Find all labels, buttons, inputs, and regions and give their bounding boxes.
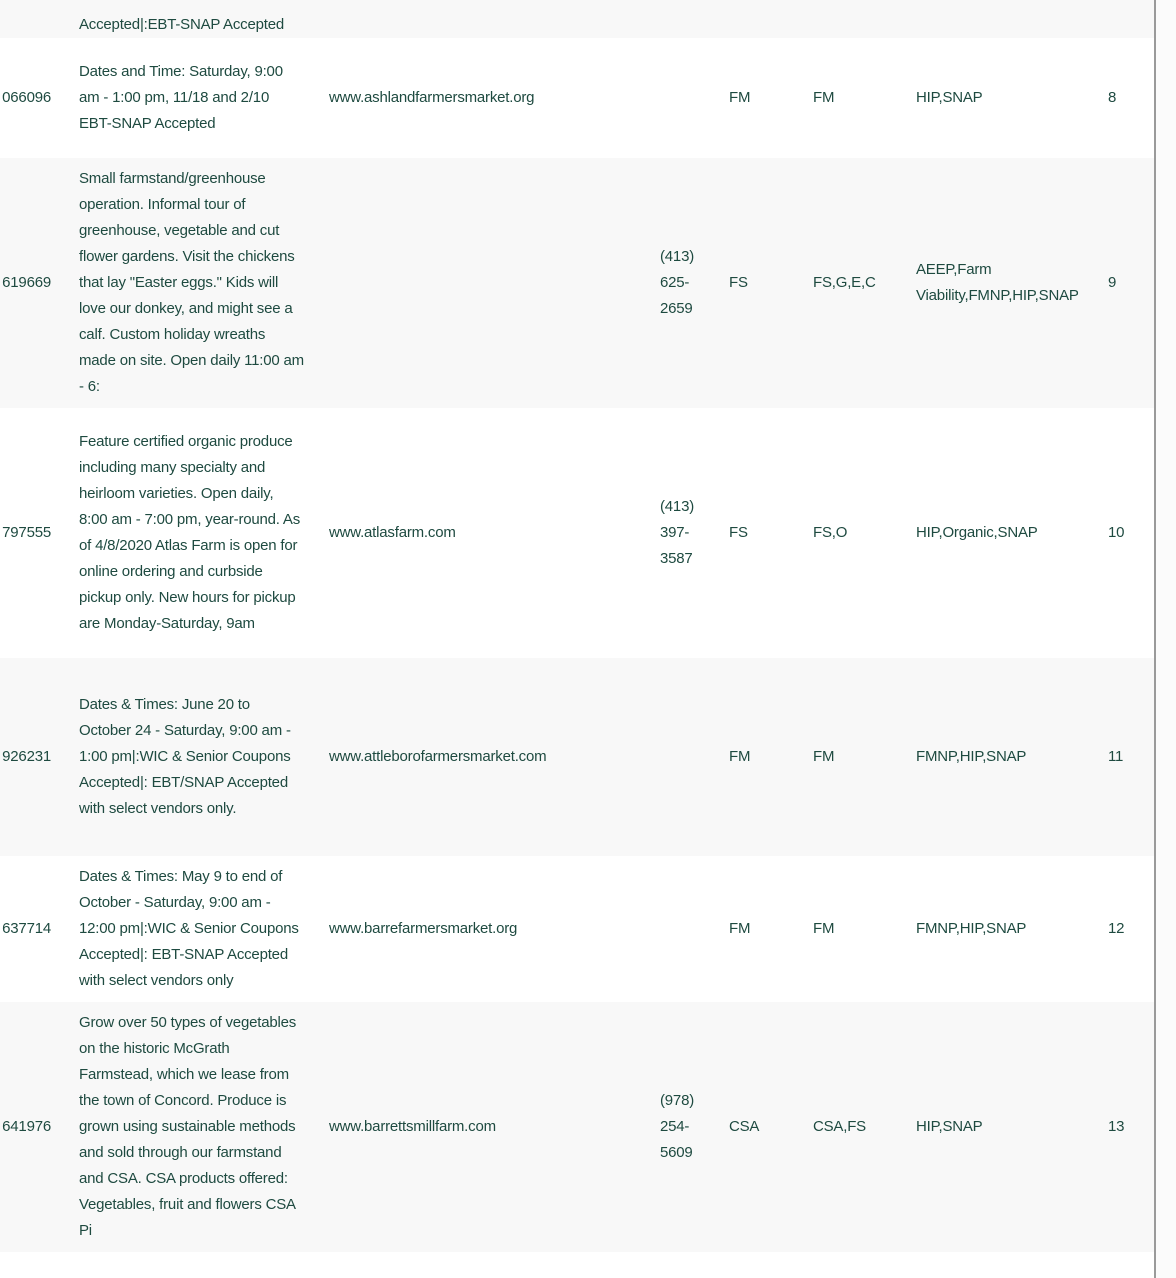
description-text: Grow over 50 types of vegetables on the historic McGrath Farmstead, which we lease from the town of Concord. Produce is grown using sustainable methods and sold through our farmstand and CSA. CSA products offered: Vegetables, fruit and flowers CSA Pi [79, 1014, 297, 1239]
id-cell: 797555 [0, 408, 79, 658]
number-cell: 8 [1108, 38, 1154, 158]
table-row [0, 658, 1154, 856]
description-text: Small farmstand/greenhouse operation. Informal tour of greenhouse, vegetable and cut flower gardens. Visit the chickens that lay "Easter eggs." Kids will love our donkey, and might see a calf. Custom holiday wreaths made on site. Open daily 11:00 am - 6: [79, 170, 304, 395]
table-row [0, 856, 1154, 1002]
website-link[interactable]: www.attleborofarmersmarket.com [329, 658, 660, 856]
id-cell: 926231 [0, 658, 79, 856]
table-row [0, 158, 1154, 408]
website-link[interactable]: www.barrettsmillfarm.com [329, 1002, 660, 1252]
programs-cell: AEEP,Farm Viability,FMNP,HIP,SNAP [916, 158, 1108, 408]
types-cell: FS,O [813, 408, 916, 658]
table-row [0, 38, 1154, 158]
type-cell: FM [729, 856, 813, 1002]
website-link[interactable]: www.ashlandfarmersmarket.org [329, 38, 660, 158]
description-text: Dates & Times: May 9 to end of October - Saturday, 9:00 am - 12:00 pm|:WIC & Senior Coupons Accepted|: EBT-SNAP Accepted with select vendors only [79, 868, 299, 989]
description-text: Dates & Times: June 20 to October 24 - Saturday, 9:00 am - 1:00 pm|:WIC & Senior Coupons Accepted|: EBT/SNAP Accepted with select vendors only. [79, 696, 291, 817]
description-text: Accepted|:EBT-SNAP Accepted [79, 16, 285, 33]
id-cell: 637714 [0, 856, 79, 1002]
website-link[interactable]: www.barrefarmersmarket.org [329, 856, 660, 1002]
programs-cell: FMNP,HIP,SNAP [916, 856, 1108, 1002]
number-cell: 13 [1108, 1002, 1154, 1252]
types-cell: FM [813, 856, 916, 1002]
id-cell: 641976 [0, 1002, 79, 1252]
website-link[interactable] [329, 158, 660, 408]
table-row-empty [0, 1252, 1154, 1278]
table-row [0, 1002, 1154, 1252]
website-link[interactable]: www.atlasfarm.com [329, 408, 660, 658]
types-cell: FM [813, 658, 916, 856]
description-text: Dates and Time: Saturday, 9:00 am - 1:00 pm, 11/18 and 2/10 EBT-SNAP Accepted [79, 63, 283, 132]
programs-cell: FMNP,HIP,SNAP [916, 658, 1108, 856]
phone-cell: (413) 397-3587 [660, 408, 729, 658]
id-cell [0, 0, 79, 38]
types-cell: FS,G,E,C [813, 158, 916, 408]
description-cell [79, 1002, 329, 1252]
type-cell: FM [729, 38, 813, 158]
number-cell: 9 [1108, 158, 1154, 408]
type-cell: FS [729, 408, 813, 658]
table-row [0, 0, 1154, 38]
description-cell [79, 38, 329, 158]
programs-cell: HIP,Organic,SNAP [916, 408, 1108, 658]
description-cell [79, 158, 329, 408]
types-cell: CSA,FS [813, 1002, 916, 1252]
number-cell: 12 [1108, 856, 1154, 1002]
description-cell [79, 856, 329, 1002]
description-cell [79, 0, 329, 38]
table-row [0, 408, 1154, 658]
number-cell: 10 [1108, 408, 1154, 658]
programs-cell: HIP,SNAP [916, 1002, 1108, 1252]
types-cell: FM [813, 38, 916, 158]
phone-cell [660, 856, 729, 1002]
description-cell [79, 658, 329, 856]
type-cell: FM [729, 658, 813, 856]
phone-cell [660, 38, 729, 158]
type-cell: CSA [729, 1002, 813, 1252]
description-text: Feature certified organic produce including many specialty and heirloom varieties. Open daily, 8:00 am - 7:00 pm, year-round. As of 4/8/2020 Atlas Farm is open for online ordering and curbside pickup only. New hours for pickup are Monday-Saturday, 9am [79, 433, 301, 632]
id-cell: 619669 [0, 158, 79, 408]
type-cell: FS [729, 158, 813, 408]
phone-cell: (413) 625-2659 [660, 158, 729, 408]
phone-cell: (978) 254-5609 [660, 1002, 729, 1252]
description-cell [79, 408, 329, 658]
vertical-scrollbar[interactable] [1154, 0, 1176, 1278]
phone-cell [660, 658, 729, 856]
number-cell: 11 [1108, 658, 1154, 856]
programs-cell: HIP,SNAP [916, 38, 1108, 158]
id-cell: 066096 [0, 38, 79, 158]
